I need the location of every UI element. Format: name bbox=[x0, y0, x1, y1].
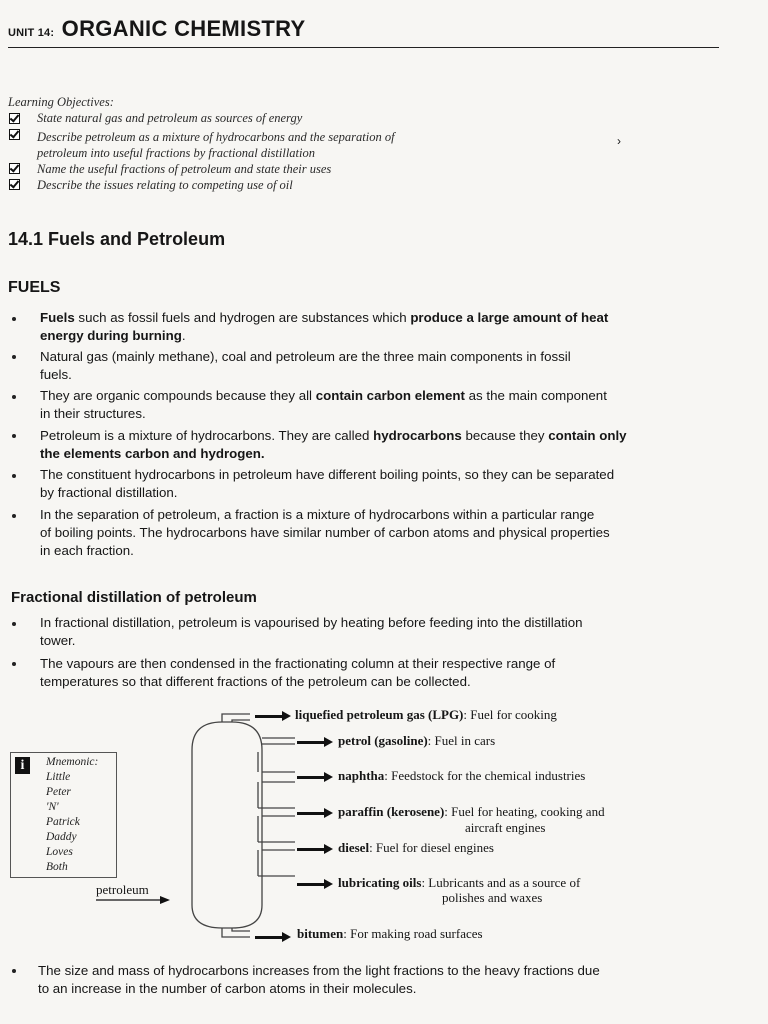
distillation-bullet-1: In fractional distillation, petroleum is vapourised by heating before feeding into the distillation tower. bbox=[40, 615, 583, 648]
fuels-bullet-2: Natural gas (mainly methane), coal and petroleum are the three main components in fossil fuels. bbox=[40, 349, 571, 382]
unit-title: ORGANIC CHEMISTRY bbox=[61, 16, 306, 41]
check-icon bbox=[9, 179, 20, 190]
fraction-bitumen: bitumen: For making road surfaces bbox=[297, 926, 483, 941]
arrow-right-icon bbox=[297, 846, 333, 852]
objective-item: Describe the issues relating to competing use of oil bbox=[37, 178, 293, 192]
distillation-bullet-2: The vapours are then condensed in the fractionating column at their respective range of temperatures so that different fractions of the petroleum can be collected. bbox=[40, 656, 556, 689]
mnemonic-line: Patrick bbox=[46, 816, 80, 828]
check-icon bbox=[9, 129, 20, 140]
fraction-petrol: petrol (gasoline): Fuel in cars bbox=[338, 733, 496, 748]
unit-label: UNIT 14: bbox=[8, 27, 55, 39]
fraction-lubricating-use-cont: polishes and waxes bbox=[442, 890, 543, 905]
fuels-bullet-6: In the separation of petroleum, a fraction is a mixture of hydrocarbons within a particular range of boiling points. The hydrocarbons have similar number of carbon atoms and physical properties in each fraction. bbox=[40, 507, 610, 558]
bullet-dot bbox=[12, 395, 16, 399]
final-bullet: The size and mass of hydrocarbons increases from the light fractions to the heavy fractions due to an increase in the number of carbon atoms in their molecules. bbox=[38, 963, 600, 996]
arrow-right-icon bbox=[297, 810, 333, 816]
fuels-bullet-1: Fuels such as fossil fuels and hydrogen are substances which produce a large amount of heat energy during burning. bbox=[40, 310, 609, 343]
fuels-bullet-3: They are organic compounds because they all contain carbon element as the main component in their structures. bbox=[40, 388, 607, 421]
arrow-right-icon bbox=[297, 774, 333, 780]
unit-header bbox=[8, 16, 306, 42]
bullet-dot bbox=[12, 622, 16, 626]
section-title: 14.1 Fuels and Petroleum bbox=[8, 229, 226, 249]
bullet-dot bbox=[12, 317, 16, 321]
arrow-right-icon bbox=[297, 881, 333, 887]
arrow-right-icon bbox=[297, 739, 333, 745]
objective-item: Describe petroleum as a mixture of hydrocarbons and the separation of bbox=[37, 130, 395, 144]
petroleum-inlet-arrow bbox=[160, 896, 170, 904]
bullet-dot bbox=[12, 474, 16, 478]
fuels-heading: FUELS bbox=[8, 279, 61, 296]
check-icon bbox=[9, 113, 20, 124]
fraction-paraffin-use-cont: aircraft engines bbox=[465, 820, 546, 835]
mnemonic-line: Daddy bbox=[46, 831, 77, 843]
arrow-right-icon bbox=[255, 713, 291, 719]
mnemonic-heading: Mnemonic: bbox=[46, 756, 99, 768]
mnemonic-line: 'N' bbox=[46, 801, 59, 813]
fraction-naphtha: naphtha: Feedstock for the chemical industries bbox=[338, 768, 586, 783]
bullet-dot bbox=[12, 355, 16, 359]
objective-item-continued: petroleum into useful fractions by fractional distillation bbox=[37, 146, 315, 160]
fraction-lubricating-oils: lubricating oils: Lubricants and as a source of bbox=[338, 875, 581, 890]
bullet-dot bbox=[12, 662, 16, 666]
bullet-dot bbox=[12, 969, 16, 973]
fraction-lpg: liquefied petroleum gas (LPG): Fuel for cooking bbox=[295, 707, 557, 722]
header-rule bbox=[8, 47, 719, 48]
fuels-bullet-5: The constituent hydrocarbons in petroleum have different boiling points, so they can be separated by fractional distillation. bbox=[40, 467, 615, 500]
stray-mark: › bbox=[617, 134, 621, 148]
info-icon: i bbox=[15, 757, 30, 774]
objectives-heading: Learning Objectives: bbox=[8, 95, 114, 109]
arrow-right-icon bbox=[255, 934, 291, 940]
mnemonic-line: Peter bbox=[46, 786, 71, 798]
petroleum-label: petroleum bbox=[96, 882, 149, 897]
fraction-paraffin: paraffin (kerosene): Fuel for heating, cooking and bbox=[338, 804, 605, 819]
mnemonic-line: Both bbox=[46, 861, 68, 873]
bullet-dot bbox=[12, 514, 16, 518]
objective-item: State natural gas and petroleum as sources of energy bbox=[37, 111, 303, 125]
fuels-bullet-4: Petroleum is a mixture of hydrocarbons. They are called hydrocarbons because they contain only the elements carbon and hydrogen. bbox=[40, 428, 627, 461]
fraction-diesel: diesel: Fuel for diesel engines bbox=[338, 840, 494, 855]
mnemonic-line: Loves bbox=[46, 846, 73, 858]
distillation-heading: Fractional distillation of petroleum bbox=[11, 589, 257, 606]
bullet-dot bbox=[12, 434, 16, 438]
check-icon bbox=[9, 163, 20, 174]
objective-item: Name the useful fractions of petroleum and state their uses bbox=[37, 162, 332, 176]
mnemonic-line: Little bbox=[46, 771, 71, 783]
